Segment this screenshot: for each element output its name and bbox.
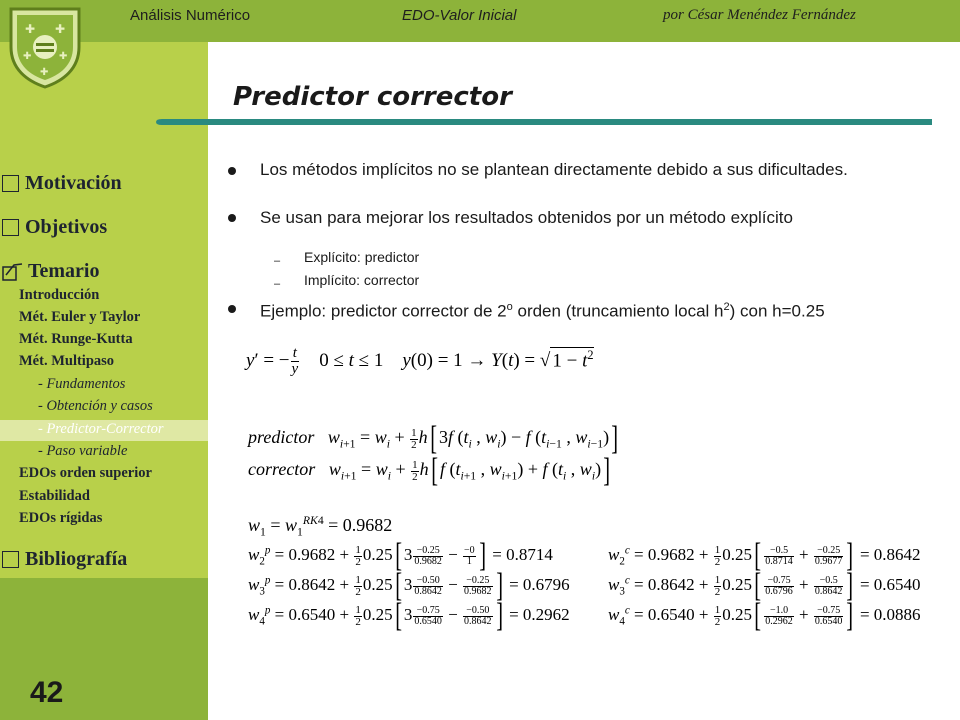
c4-lhs: = 0.6540 + <box>634 604 709 624</box>
p4-result: = 0.2962 <box>509 604 570 624</box>
checkbox-icon <box>2 551 19 568</box>
p3-lhs: = 0.8642 + <box>274 574 350 594</box>
bullet-icon <box>228 305 236 313</box>
checkbox-icon <box>2 175 19 192</box>
open-box-icon <box>2 263 24 281</box>
nav-introduccion[interactable]: Introducción <box>19 287 100 303</box>
nav-obtencion[interactable]: - Obtención y casos <box>38 398 153 414</box>
sub-item-predictor: Explícito: predictor <box>304 249 420 265</box>
c3-lhs: = 0.8642 + <box>634 574 709 594</box>
topic-name: EDO-Valor Inicial <box>402 7 517 24</box>
nav-edos-orden-superior[interactable]: EDOs orden superior <box>19 465 152 481</box>
p3-result: = 0.6796 <box>509 574 570 594</box>
svg-text:✚: ✚ <box>23 51 32 62</box>
nav-multipaso[interactable]: Mét. Multipaso <box>19 353 115 369</box>
bullet-2: Se usan para mejorar los resultados obtenidos por un método explícito <box>260 208 793 227</box>
bullet-3-part-c: ) con h=0.25 <box>729 301 825 321</box>
bullet-icon <box>228 214 236 222</box>
predictor-label: predictor <box>248 427 315 448</box>
c2-lhs: = 0.9682 + <box>634 544 709 564</box>
predictor-formula: predictor $w_{i+1} = w_i$ + $\frac{1}{2}$ h[ 3f ($t_i$ , $w_i) - f$ ($t_{i-1}$ , $w_{i-1}$)] <box>248 420 619 457</box>
page-number: 42 <box>30 676 64 709</box>
p4-lhs: = 0.6540 + <box>274 604 350 624</box>
bullet-3 <box>260 298 920 321</box>
svg-text:✚: ✚ <box>59 51 68 62</box>
nav-temario[interactable] <box>2 260 99 283</box>
c4-result: = 0.0886 <box>859 604 921 624</box>
corrector-step-2: $w_2^c = 0.9682$ + $\frac{1}{2}$ 0.25[ $\frac{-0.5}{0.8714}$ + $\frac{-0.25}{0.9677}$ ] = 0.8642 <box>608 537 921 574</box>
corrector-step-4: $w_4^c = 0.6540$ + $\frac{1}{2}$ 0.25[ $\frac{-1.0}{0.2962}$ + $\frac{-0.75}{0.6540}$ ] = 0.0886 <box>608 597 921 634</box>
c2-result: = 0.8642 <box>859 544 921 564</box>
page-title: Predictor corrector <box>233 82 512 112</box>
ode-equation: y′ = − $\frac{t}{y}$ 0 ≤ t ≤ 1 y(0) = 1 → Y(t) = √ $1 - t^2$ <box>246 345 594 377</box>
svg-text:✚: ✚ <box>55 22 66 36</box>
author-name: por César Menéndez Fernández <box>663 7 856 23</box>
bullet-3-sup2: 2 <box>723 301 730 313</box>
nav-fundamentos[interactable]: - Fundamentos <box>38 376 126 392</box>
dash-icon: – <box>274 255 281 267</box>
corrector-step-3: $w_3^c = 0.8642$ + $\frac{1}{2}$ 0.25[ $\frac{-0.75}{0.6796}$ + $\frac{-0.5}{0.8642}$ ] = 0.6540 <box>608 567 921 604</box>
corrector-formula: corrector $w_{i+1} = w_i$ + $\frac{1}{2}$ h[ f ($t_{i+1}$ , $w_{i+1}) + f$ ($t_i$ , $w_i$)] <box>248 452 611 489</box>
nav-paso-variable[interactable]: - Paso variable <box>38 443 128 459</box>
nav-objetivos[interactable] <box>2 216 107 239</box>
p2-result: = 0.8714 <box>492 544 553 564</box>
bullet-1: Los métodos implícitos no se plantean directamente debido a sus dificultades. <box>260 160 848 179</box>
sub-item-corrector: Implícito: corrector <box>304 272 420 288</box>
nav-bibliografia[interactable] <box>2 548 127 571</box>
bullet-3-sup: o <box>506 301 513 313</box>
dash-icon: – <box>274 278 281 290</box>
checkbox-icon <box>2 219 19 236</box>
title-rule <box>152 118 932 126</box>
p2-lhs: = 0.9682 + <box>274 544 350 564</box>
bullet-icon <box>228 167 236 175</box>
nav-temario-label: Temario <box>28 260 100 282</box>
svg-text:✚: ✚ <box>25 22 36 36</box>
predictor-step-2: $w_2^p = 0.9682$ + $\frac{1}{2}$ 0.25[ 3 $\frac{-0.25}{0.9682}$ − $\frac{-0}{1}$ ] = 0.8714 <box>248 537 553 574</box>
nav-objetivos-label: Objetivos <box>25 216 108 238</box>
nav-motivacion-label: Motivación <box>25 172 122 194</box>
bullet-3-part-a: Ejemplo: predictor corrector de 2 <box>260 301 507 321</box>
predictor-step-3: $w_3^p = 0.8642$ + $\frac{1}{2}$ 0.25[ 3 $\frac{-0.50}{0.8642}$ − $\frac{-0.25}{0.9682}$ ] = 0.6796 <box>248 567 570 604</box>
predictor-step-4: $w_4^p = 0.6540$ + $\frac{1}{2}$ 0.25[ 3 $\frac{-0.75}{0.6540}$ − $\frac{-0.50}{0.8642}$ ] = 0.2962 <box>248 597 570 634</box>
nav-motivacion[interactable] <box>2 172 122 195</box>
nav-euler-taylor[interactable]: Mét. Euler y Taylor <box>19 309 141 325</box>
course-name: Análisis Numérico <box>130 7 251 24</box>
nav-estabilidad[interactable]: Estabilidad <box>19 488 90 504</box>
w1-value: $w_1 = w_1^{RK4} = 0.9682$ <box>248 514 393 539</box>
nav-bibliografia-label: Bibliografía <box>25 548 128 570</box>
corrector-label: corrector <box>248 459 316 480</box>
w1-result: = 0.9682 <box>328 515 393 535</box>
nav-runge-kutta[interactable]: Mét. Runge-Kutta <box>19 331 133 347</box>
university-logo <box>3 3 87 89</box>
svg-text:✚: ✚ <box>40 67 49 78</box>
nav-predictor-corrector[interactable]: - Predictor-Corrector <box>38 421 164 437</box>
c3-result: = 0.6540 <box>859 574 921 594</box>
nav-edos-rigidas[interactable]: EDOs rígidas <box>19 510 103 526</box>
bullet-3-part-b: orden (truncamiento local h <box>512 301 724 321</box>
